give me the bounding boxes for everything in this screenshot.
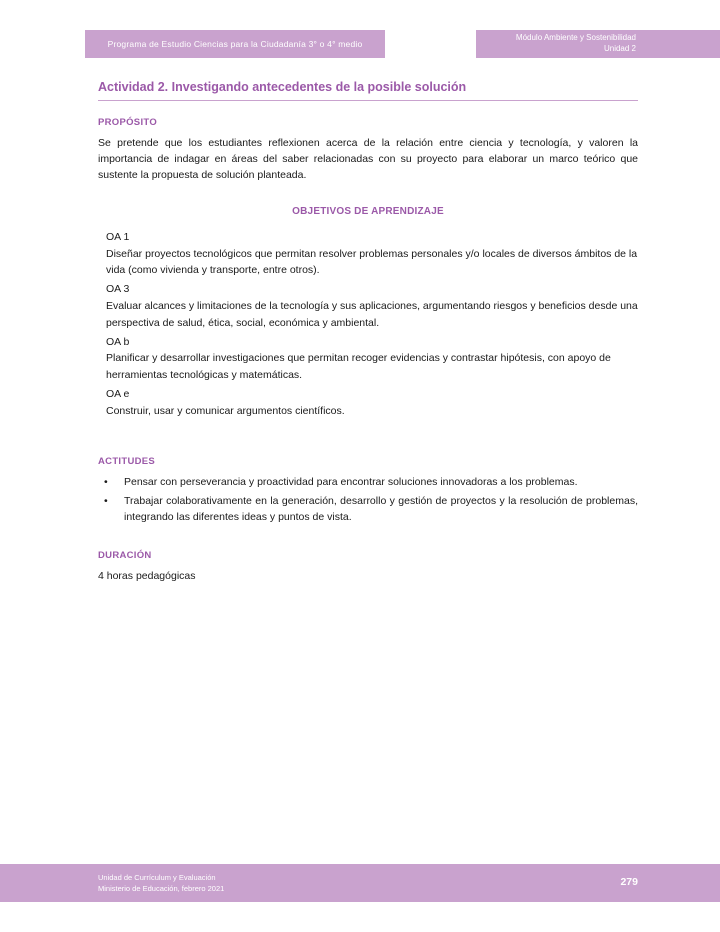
header-program-banner: Programa de Estudio Ciencias para la Ciudadanía 3° o 4° medio bbox=[85, 30, 385, 58]
bullet-icon: • bbox=[104, 475, 108, 488]
oa-text: Construir, usar y comunicar argumentos científicos. bbox=[106, 404, 345, 417]
oa-code: OA 3 bbox=[106, 283, 130, 296]
oa-text: Diseñar proyectos tecnológicos que permitan resolver problemas personales y/o locales de diversos ámbitos de la vida (como vivienda y transporte, entre otros). bbox=[106, 247, 638, 277]
actitudes-list bbox=[98, 475, 638, 526]
objetivos-list bbox=[98, 229, 638, 420]
list-item-text: Pensar con perseverancia y proactividad para encontrar soluciones innovadoras a los problemas. bbox=[124, 475, 578, 488]
page-content bbox=[98, 80, 638, 585]
proposito-label: PROPÓSITO bbox=[98, 117, 158, 128]
oa-text: Evaluar alcances y limitaciones de la tecnología y sus aplicaciones, argumentando riesgos y beneficios desde una perspectiva de salud, ética, social, económica y ambiental. bbox=[106, 300, 638, 329]
header-unit-name: Unidad 2 bbox=[603, 44, 636, 53]
footer-line-2: Ministerio de Educación, febrero 2021 bbox=[98, 884, 225, 894]
duracion-text: 4 horas pedagógicas bbox=[98, 569, 196, 582]
bullet-icon: • bbox=[104, 495, 108, 508]
page-title: Actividad 2. Investigando antecedentes de la posible solución bbox=[98, 80, 638, 101]
page-number: 279 bbox=[620, 876, 638, 888]
footer-line-1: Unidad de Currículum y Evaluación bbox=[98, 873, 216, 882]
duracion-label: DURACIÓN bbox=[98, 549, 152, 561]
header-module-banner bbox=[476, 30, 720, 58]
objetivos-heading: OBJETIVOS DE APRENDIZAJE bbox=[292, 205, 444, 217]
oa-code: OA 1 bbox=[106, 230, 130, 243]
page-header bbox=[0, 30, 720, 58]
actitudes-label: ACTITUDES bbox=[98, 455, 156, 467]
footer-institution bbox=[98, 872, 224, 895]
list-item-text: Trabajar colaborativamente en la generación, desarrollo y gestión de proyectos y la resolución de problemas, integrando las diferentes ideas y puntos de vista. bbox=[124, 495, 638, 524]
oa-text: Planificar y desarrollar investigaciones que permitan recoger evidencias y contrastar hipótesis, con apoyo de herramientas tecnológicas y matemáticas. bbox=[106, 352, 611, 382]
page-footer bbox=[0, 864, 720, 902]
list-item bbox=[98, 475, 638, 491]
oa-code: OA b bbox=[106, 335, 130, 348]
header-module-name: Módulo Ambiente y Sostenibilidad bbox=[515, 33, 636, 43]
list-item bbox=[98, 494, 638, 526]
proposito-text: Se pretende que los estudiantes reflexionen acerca de la relación entre ciencia y tecnología, y valoren la importancia de indagar en áreas del saber relacionadas con su proyecto para elaborar un marco teórico que sustente la propuesta de solución planteada. bbox=[98, 137, 638, 181]
oa-code: OA e bbox=[106, 388, 130, 401]
